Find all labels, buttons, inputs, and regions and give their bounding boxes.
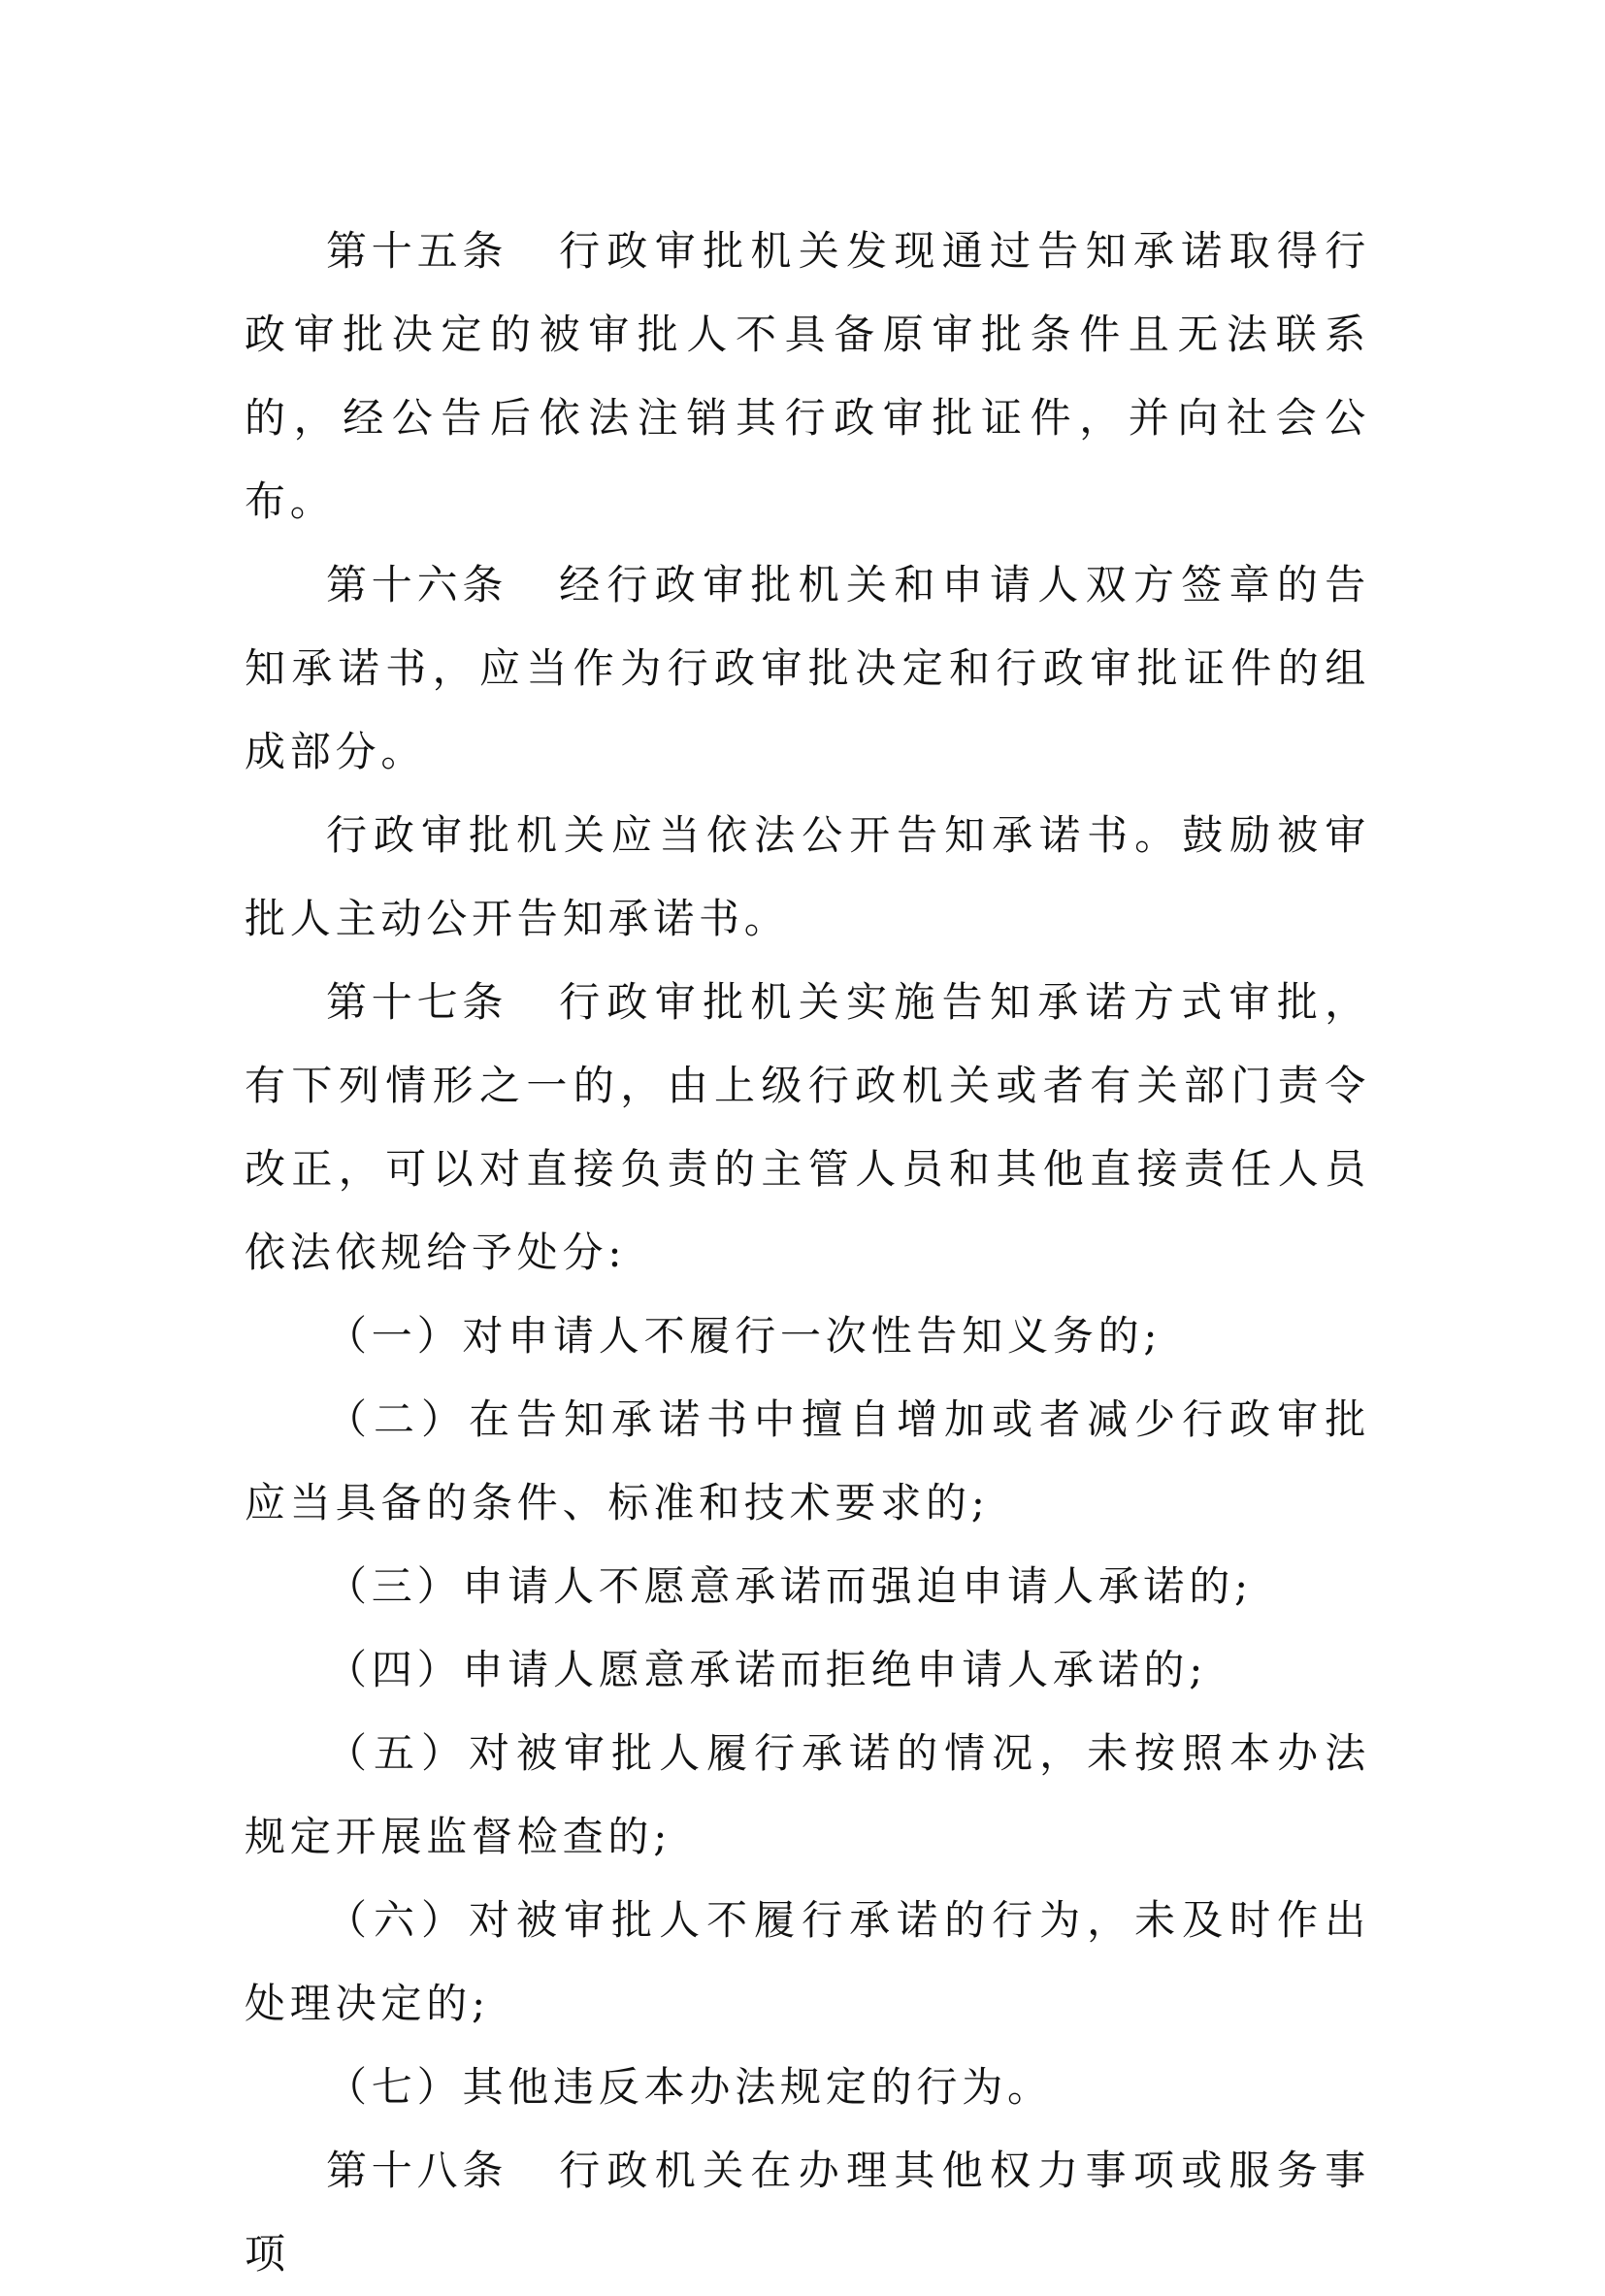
article-18 xyxy=(245,2129,1370,2296)
article-17-item-1: （一）对申请人不履行一次性告知义务的; xyxy=(326,1312,1163,1360)
article-17-item-6: （六）对被审批人不履行承诺的行为，未及时作出处理决定的; xyxy=(245,1896,1370,2027)
article-16-paragraph-2 xyxy=(245,794,1370,961)
article-17-item-3: （三）申请人不愿意承诺而强迫申请人承诺的; xyxy=(326,1562,1253,1610)
article-15-label: 第十五条 xyxy=(326,227,508,275)
article-18-label: 第十八条 xyxy=(326,2147,508,2194)
article-15 xyxy=(245,210,1370,543)
document-page xyxy=(245,210,1370,2278)
article-17 xyxy=(245,961,1370,1295)
article-17-item-2: （二）在告知承诺书中擅自增加或者减少行政审批应当具备的条件、标准和技术要求的; xyxy=(245,1395,1370,1526)
article-15-text: 行政审批机关发现通过告知承诺取得行政审批决定的被审批人不具备原审批条件且无法联系的，经公告后依法注销其行政审批证件，并向社会公布。 xyxy=(245,227,1370,525)
article-16-paragraph-2-text: 行政审批机关应当依法公开告知承诺书。鼓励被审批人主动公开告知承诺书。 xyxy=(245,811,1370,942)
article-17-item-5: （五）对被审批人履行承诺的情况，未按照本办法规定开展监督检查的; xyxy=(245,1729,1370,1860)
article-17-item-4: （四）申请人愿意承诺而拒绝申请人承诺的; xyxy=(326,1646,1208,1693)
article-17-label: 第十七条 xyxy=(326,978,508,1026)
article-17-item-7: （七）其他违反本办法规定的行为。 xyxy=(326,2063,1053,2111)
article-17-text: 行政审批机关实施告知承诺方式审批，有下列情形之一的，由上级行政机关或者有关部门责令改正，可以对直接负责的主管人员和其他直接责任人员依法依规给予处分: xyxy=(245,978,1370,1276)
article-16-text: 经行政审批机关和申请人双方签章的告知承诺书，应当作为行政审批决定和行政审批证件的组成部分。 xyxy=(245,561,1370,775)
article-16-label: 第十六条 xyxy=(326,561,508,608)
article-18-text: 行政机关在办理其他权力事项或服务事项 xyxy=(245,2147,1370,2278)
article-16 xyxy=(245,543,1370,794)
